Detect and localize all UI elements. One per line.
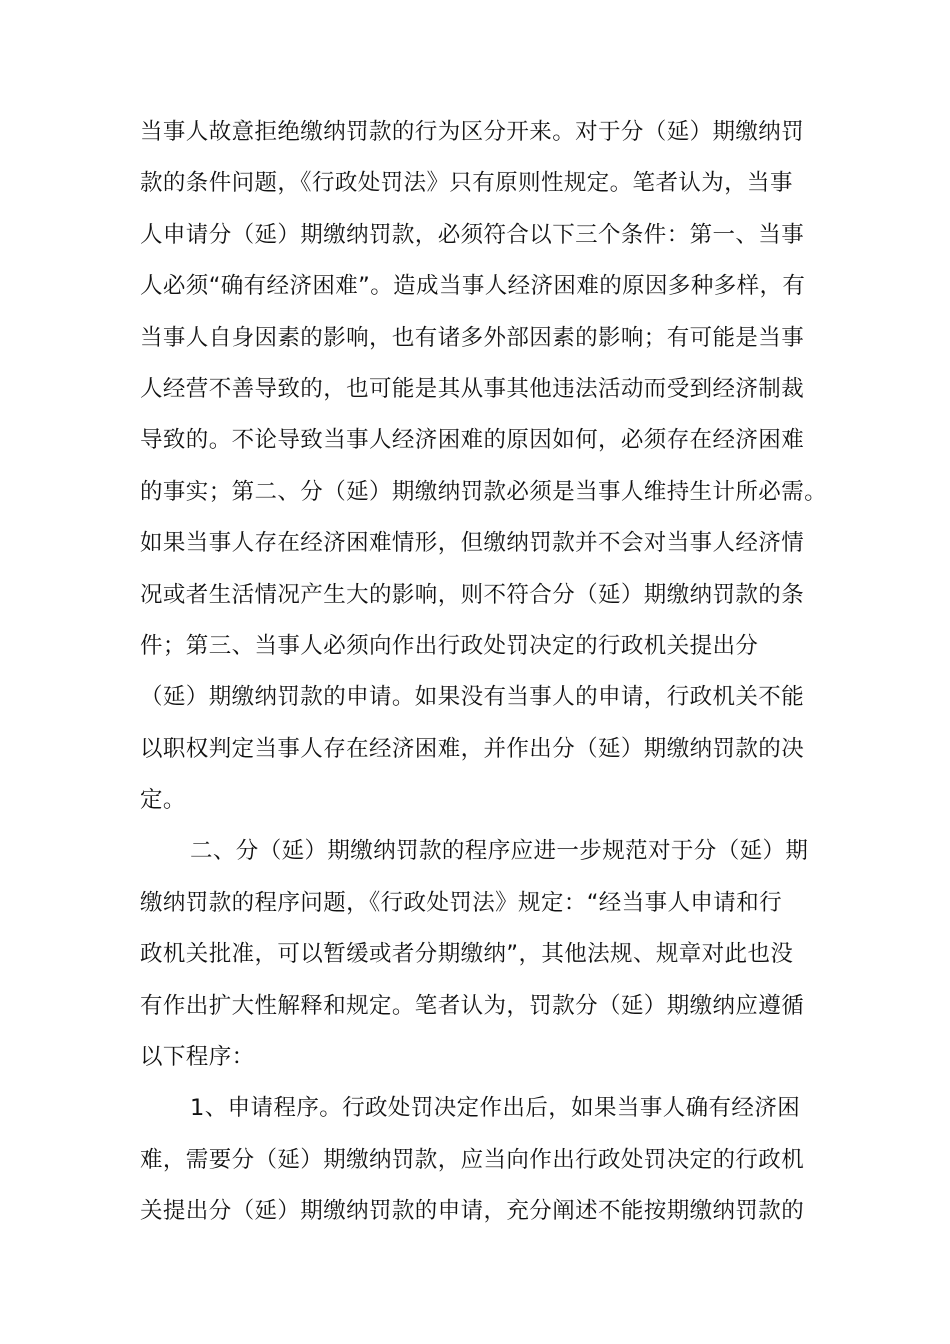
text-line: 政机关批准，可以暂缓或者分期缴纳”，其他法规、规章对此也没 — [140, 941, 794, 968]
text-line: 导致的。不论导致当事人经济困难的原因如何，必须存在经济困难 — [140, 427, 805, 454]
text-line: 关提出分（延）期缴纳罚款的申请，充分阐述不能按期缴纳罚款的 — [140, 1198, 805, 1225]
text-line: 况或者生活情况产生大的影响，则不符合分（延）期缴纳罚款的条 — [140, 581, 805, 608]
text-line: （延）期缴纳罚款的申请。如果没有当事人的申请，行政机关不能 — [140, 684, 805, 711]
body-text — [140, 107, 840, 1238]
text-line: 人必须“确有经济困难”。造成当事人经济困难的原因多种多样，有 — [140, 273, 806, 300]
text-line: 定。 — [140, 787, 186, 814]
text-line: 人经营不善导致的，也可能是其从事其他违法活动而受到经济制裁 — [140, 375, 805, 402]
text-line: 难，需要分（延）期缴纳罚款，应当向作出行政处罚决定的行政机 — [140, 1146, 805, 1173]
section-heading-line: 二、分（延）期缴纳罚款的程序应进一步规范对于分（延）期 — [190, 838, 809, 865]
text-line: 当事人自身因素的影响，也有诸多外部因素的影响；有可能是当事 — [140, 324, 805, 351]
text-line: 件；第三、当事人必须向作出行政处罚决定的行政机关提出分 — [140, 632, 759, 659]
text-line: 以职权判定当事人存在经济困难，并作出分（延）期缴纳罚款的决 — [140, 735, 805, 762]
text-line: 人申请分（延）期缴纳罚款，必须符合以下三个条件：第一、当事 — [140, 221, 805, 248]
text-line: 如果当事人存在经济困难情形，但缴纳罚款并不会对当事人经济情 — [140, 530, 805, 557]
text-line: 款的条件问题，《行政处罚法》只有原则性规定。笔者认为，当事 — [140, 170, 793, 197]
text-line: 缴纳罚款的程序问题，《行政处罚法》规定：“经当事人申请和行 — [140, 889, 783, 916]
text-line: 的事实；第二、分（延）期缴纳罚款必须是当事人维持生计所必需。 — [140, 478, 828, 505]
numbered-item-line: 1、申请程序。行政处罚决定作出后，如果当事人确有经济困 — [190, 1095, 801, 1122]
text-line: 以下程序： — [140, 1044, 255, 1071]
text-line: 有作出扩大性解释和规定。笔者认为，罚款分（延）期缴纳应遵循 — [140, 992, 805, 1019]
text-line: 当事人故意拒绝缴纳罚款的行为区分开来。对于分（延）期缴纳罚 — [140, 119, 805, 145]
